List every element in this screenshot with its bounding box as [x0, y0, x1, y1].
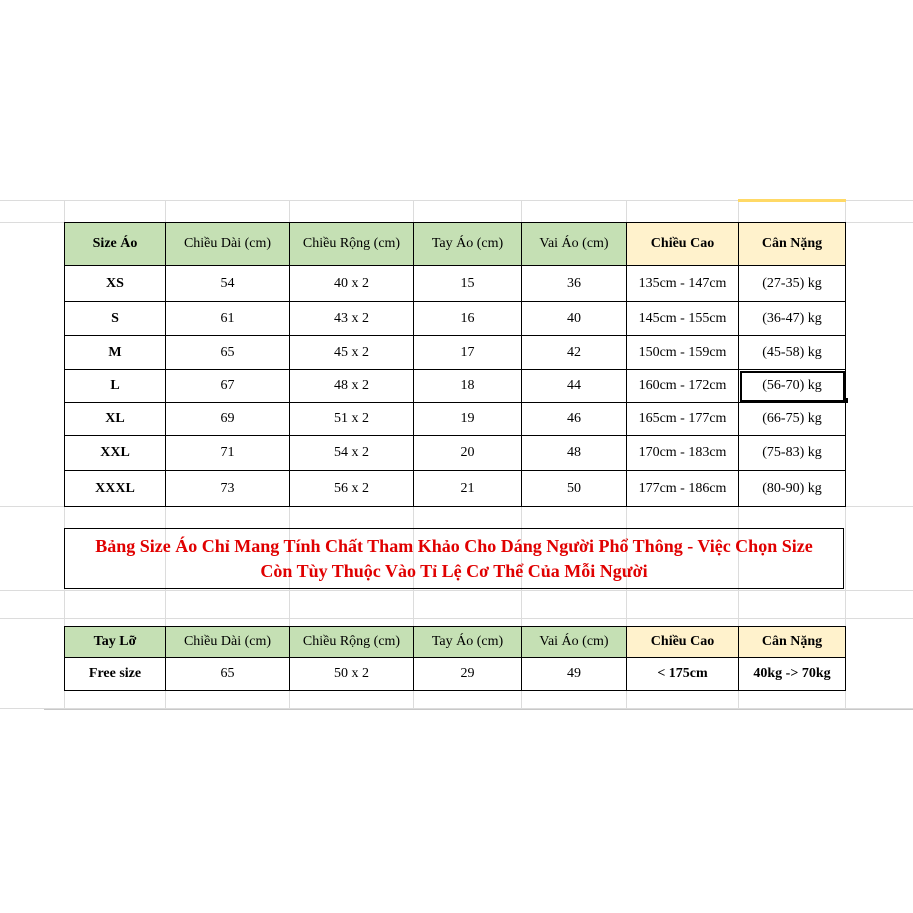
- cell-weight[interactable]: (66-75) kg: [739, 403, 846, 436]
- cell-width[interactable]: 43 x 2: [290, 302, 414, 336]
- table-row: [65, 471, 846, 507]
- cell-sleeve[interactable]: 21: [414, 471, 522, 507]
- cell-size[interactable]: XS: [65, 266, 166, 302]
- cell-shoulder[interactable]: 48: [522, 436, 627, 471]
- cell-sleeve[interactable]: 20: [414, 436, 522, 471]
- header-length[interactable]: Chiều Dài (cm): [166, 223, 290, 266]
- cell-length[interactable]: 61: [166, 302, 290, 336]
- cell-sleeve[interactable]: 18: [414, 370, 522, 403]
- cell-sleeve[interactable]: 15: [414, 266, 522, 302]
- cell-shoulder[interactable]: 42: [522, 336, 627, 370]
- cell-length[interactable]: 71: [166, 436, 290, 471]
- cell-weight[interactable]: (27-35) kg: [739, 266, 846, 302]
- cell-length[interactable]: 65: [166, 658, 290, 691]
- size-disclaimer-note: [64, 528, 844, 589]
- header-height[interactable]: Chiều Cao: [627, 223, 739, 266]
- table-row: [65, 336, 846, 370]
- cell-weight[interactable]: 40kg -> 70kg: [739, 658, 846, 691]
- header-row: [65, 223, 846, 266]
- cell-width[interactable]: 40 x 2: [290, 266, 414, 302]
- size-chart-table: [64, 222, 846, 507]
- cell-weight[interactable]: (80-90) kg: [739, 471, 846, 507]
- note-line-2: Còn Tùy Thuộc Vào Tỉ Lệ Cơ Thể Của Mỗi Người: [260, 560, 648, 581]
- cell-shoulder[interactable]: 40: [522, 302, 627, 336]
- cell-sleeve[interactable]: 16: [414, 302, 522, 336]
- cell-width[interactable]: 50 x 2: [290, 658, 414, 691]
- header-weight[interactable]: Cân Nặng: [739, 627, 846, 658]
- cell-shoulder[interactable]: 44: [522, 370, 627, 403]
- cell-weight-selected[interactable]: (56-70) kg: [739, 370, 846, 403]
- header-sleeve[interactable]: Tay Áo (cm): [414, 627, 522, 658]
- cell-weight[interactable]: (75-83) kg: [739, 436, 846, 471]
- cell-height[interactable]: 160cm - 172cm: [627, 370, 739, 403]
- header-width[interactable]: Chiều Rộng (cm): [290, 627, 414, 658]
- cell-width[interactable]: 51 x 2: [290, 403, 414, 436]
- cell-length[interactable]: 67: [166, 370, 290, 403]
- cell-length[interactable]: 54: [166, 266, 290, 302]
- header-length[interactable]: Chiều Dài (cm): [166, 627, 290, 658]
- header-shoulder[interactable]: Vai Áo (cm): [522, 627, 627, 658]
- table-row: [65, 302, 846, 336]
- header-size[interactable]: Size Áo: [65, 223, 166, 266]
- cell-size[interactable]: S: [65, 302, 166, 336]
- table-row: [65, 266, 846, 302]
- header-height[interactable]: Chiều Cao: [627, 627, 739, 658]
- header-style[interactable]: Tay Lỡ: [65, 627, 166, 658]
- cell-length[interactable]: 73: [166, 471, 290, 507]
- cell-size[interactable]: L: [65, 370, 166, 403]
- cell-width[interactable]: 45 x 2: [290, 336, 414, 370]
- cell-size[interactable]: XXXL: [65, 471, 166, 507]
- cell-weight[interactable]: (36-47) kg: [739, 302, 846, 336]
- table-row: [65, 370, 846, 403]
- free-size-table: [64, 626, 846, 691]
- cell-height[interactable]: 170cm - 183cm: [627, 436, 739, 471]
- cell-size[interactable]: XXL: [65, 436, 166, 471]
- table-row: [65, 403, 846, 436]
- fill-handle[interactable]: [843, 398, 848, 403]
- cell-size[interactable]: XL: [65, 403, 166, 436]
- cell-height[interactable]: 177cm - 186cm: [627, 471, 739, 507]
- cell-width[interactable]: 48 x 2: [290, 370, 414, 403]
- cell-length[interactable]: 69: [166, 403, 290, 436]
- cell-height[interactable]: 150cm - 159cm: [627, 336, 739, 370]
- note-line-1: Bảng Size Áo Chỉ Mang Tính Chất Tham Khảo Cho Dáng Người Phổ Thông - Việc Chọn Size: [95, 535, 813, 556]
- cell-size[interactable]: M: [65, 336, 166, 370]
- header-row: [65, 627, 846, 658]
- header-shoulder[interactable]: Vai Áo (cm): [522, 223, 627, 266]
- cell-width[interactable]: 54 x 2: [290, 436, 414, 471]
- cell-width[interactable]: 56 x 2: [290, 471, 414, 507]
- cell-shoulder[interactable]: 36: [522, 266, 627, 302]
- cell-shoulder[interactable]: 46: [522, 403, 627, 436]
- header-weight[interactable]: Cân Nặng: [739, 223, 846, 266]
- cell-shoulder[interactable]: 50: [522, 471, 627, 507]
- cell-weight[interactable]: (45-58) kg: [739, 336, 846, 370]
- cell-height[interactable]: 145cm - 155cm: [627, 302, 739, 336]
- cell-sleeve[interactable]: 19: [414, 403, 522, 436]
- cell-height[interactable]: 165cm - 177cm: [627, 403, 739, 436]
- selected-column-accent: [738, 199, 846, 202]
- cell-sleeve[interactable]: 29: [414, 658, 522, 691]
- cell-sleeve[interactable]: 17: [414, 336, 522, 370]
- header-sleeve[interactable]: Tay Áo (cm): [414, 223, 522, 266]
- header-width[interactable]: Chiều Rộng (cm): [290, 223, 414, 266]
- cell-height[interactable]: < 175cm: [627, 658, 739, 691]
- sheet-bottom-border: [44, 709, 913, 710]
- cell-height[interactable]: 135cm - 147cm: [627, 266, 739, 302]
- cell-shoulder[interactable]: 49: [522, 658, 627, 691]
- table-row: [65, 436, 846, 471]
- cell-length[interactable]: 65: [166, 336, 290, 370]
- table-row: [65, 658, 846, 691]
- cell-size[interactable]: Free size: [65, 658, 166, 691]
